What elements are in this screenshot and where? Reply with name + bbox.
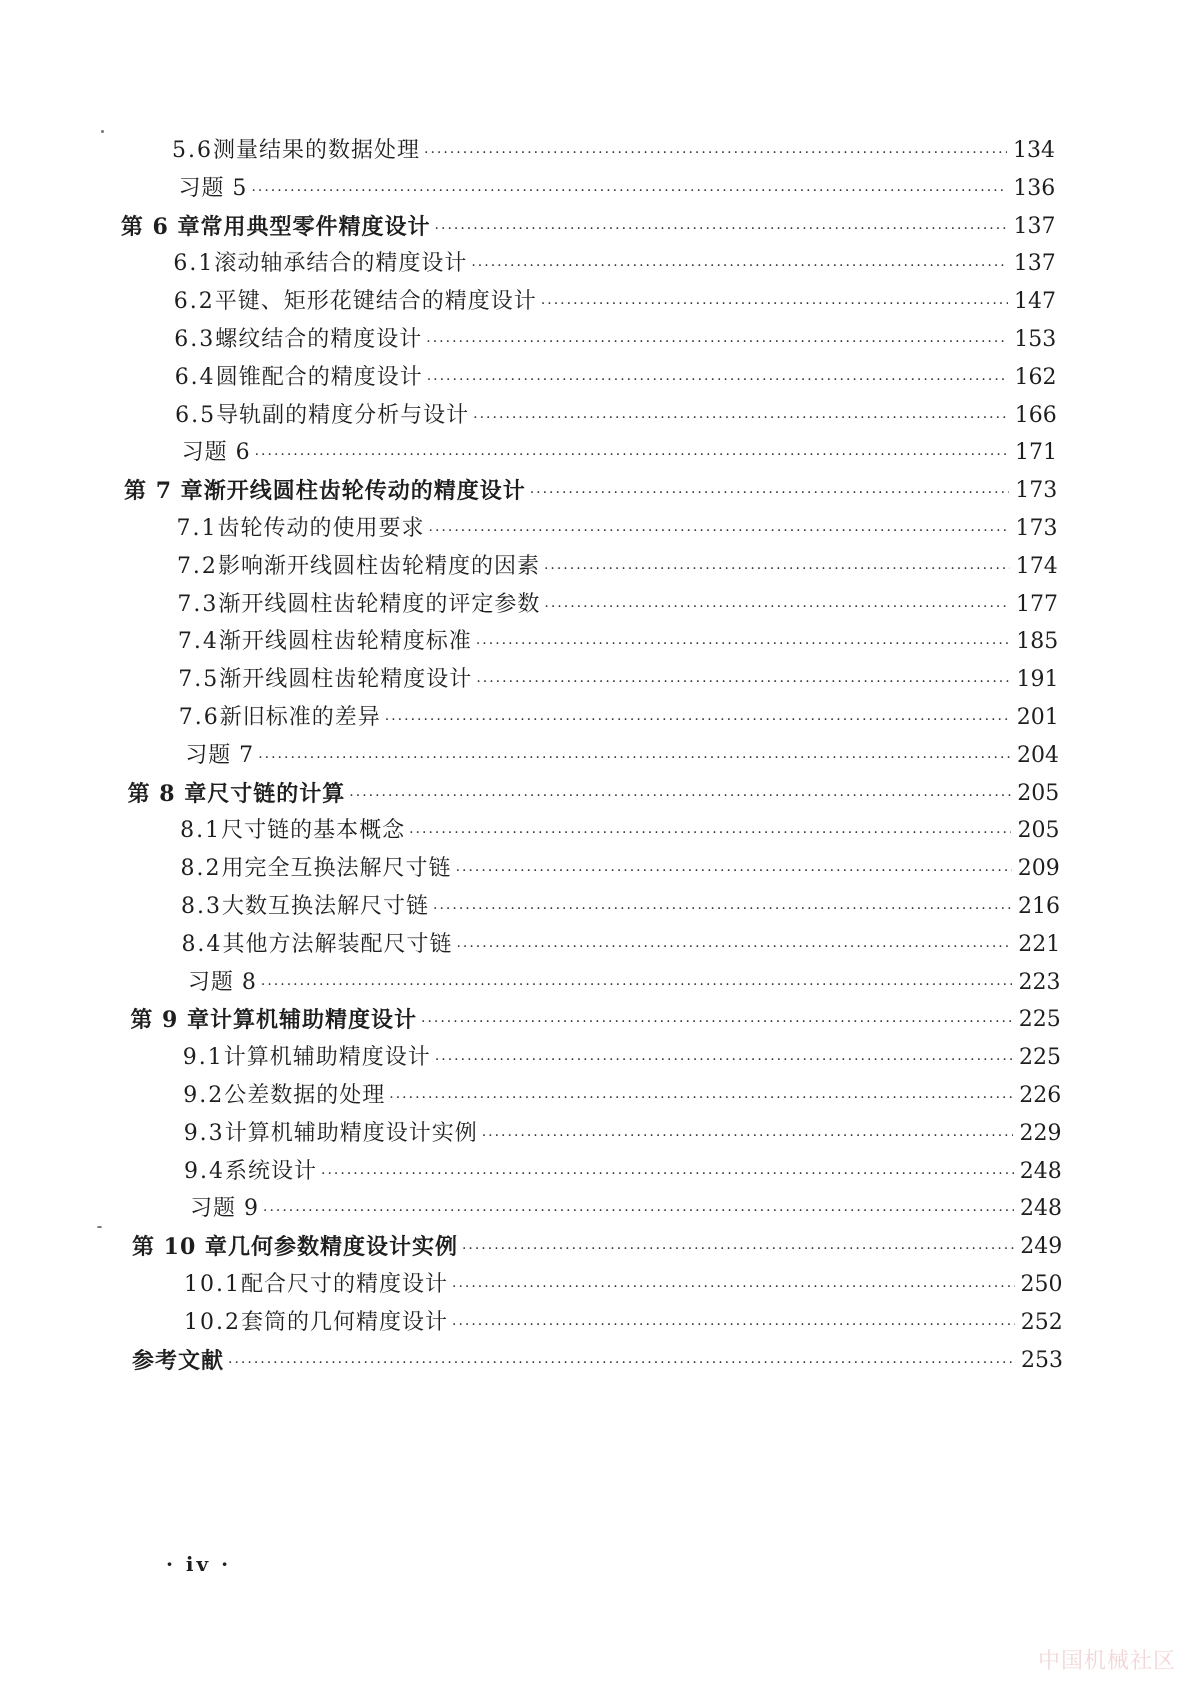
scan-speck	[97, 1226, 102, 1228]
toc-entry-number: 第 6 章	[120, 213, 201, 240]
toc-entry-title: 导轨副的精度分析与设计	[216, 402, 470, 428]
toc-entry-page-number: 173	[1015, 478, 1058, 504]
toc-entry-page-number: 225	[1018, 1045, 1061, 1071]
toc-entry-title: 渐开线圆柱齿轮精度的评定参数	[218, 591, 541, 617]
toc-entry-section	[183, 1041, 1061, 1075]
toc-entry-page-number: 250	[1020, 1272, 1063, 1297]
dot-leader	[544, 590, 1010, 624]
toc-entry-exercise	[178, 172, 1055, 206]
dot-leader	[421, 1005, 1013, 1039]
dot-leader	[251, 174, 1007, 208]
toc-entry-page-number: 221	[1018, 931, 1061, 957]
toc-entry-section	[183, 1079, 1061, 1113]
toc-entry-page-number: 201	[1016, 705, 1059, 730]
toc-entry-number: 9.2	[183, 1083, 225, 1108]
toc-entry-number: 6.1	[173, 251, 215, 277]
toc-entry-title: 测量结果的数据处理	[213, 138, 421, 163]
toc-entry-number: 7.1	[176, 516, 218, 541]
toc-entry-section	[180, 814, 1059, 848]
toc-entry-page-number: 137	[1013, 251, 1056, 277]
dot-leader	[258, 741, 1011, 775]
toc-entry-exercise	[188, 966, 1061, 1000]
toc-entry-number: 第 9 章	[130, 1007, 210, 1034]
toc-entry-number: 9.3	[183, 1120, 225, 1146]
toc-entry-section	[181, 890, 1060, 924]
toc-entry-chapter	[124, 474, 1057, 508]
toc-entry-number: 第 8 章	[127, 780, 208, 807]
dot-leader	[426, 325, 1008, 359]
toc-entry-page-number: 248	[1020, 1196, 1062, 1222]
page-number-footer: · iv ·	[166, 1552, 232, 1576]
toc-entry-page-number: 185	[1016, 629, 1059, 655]
toc-entry-title: 系统设计	[225, 1158, 318, 1184]
dot-leader	[476, 665, 1010, 699]
toc-entry-title: 习题 5	[178, 175, 248, 201]
toc-entry-title: 平键、矩形花键结合的精度设计	[214, 289, 537, 315]
toc-entry-number: 5.6	[172, 138, 213, 163]
dot-leader	[424, 136, 1007, 170]
toc-entry-page-number: 147	[1013, 289, 1056, 315]
toc-entry-number: 6.4	[174, 364, 216, 390]
toc-entry-title: 常用典型零件精度设计	[200, 213, 431, 240]
dot-leader	[476, 627, 1010, 661]
dot-leader	[409, 816, 1011, 850]
toc-entry-section	[174, 285, 1056, 319]
toc-entry-exercise	[182, 436, 1057, 470]
toc-entry-chapter	[121, 210, 1056, 244]
toc-entry-section	[184, 1117, 1062, 1151]
dot-leader	[482, 1119, 1014, 1153]
toc-entry-number: 6.2	[173, 289, 215, 315]
toc-entry-title: 影响渐开线圆柱齿轮精度的因素	[217, 553, 540, 579]
toc-entry-title: 几何参数精度设计实例	[227, 1234, 458, 1261]
toc-entry-page-number: 225	[1018, 1007, 1061, 1033]
toc-entry-number: 8.2	[180, 856, 222, 882]
dot-leader	[228, 1346, 1015, 1380]
toc-entry-number: 7.3	[177, 591, 219, 617]
toc-entry-title: 习题 8	[187, 969, 257, 995]
toc-entry-section	[175, 361, 1057, 395]
toc-entry-number: 6.3	[174, 327, 216, 352]
toc-entry-title: 新旧标准的差异	[219, 705, 381, 730]
toc-entry-number: 8.1	[180, 818, 222, 844]
toc-entry-section	[177, 512, 1058, 546]
toc-entry-title: 渐开线圆柱齿轮精度标准	[218, 629, 472, 655]
toc-entry-page-number: 134	[1013, 138, 1055, 163]
dot-leader	[427, 363, 1009, 397]
toc-entry-section	[181, 928, 1060, 962]
dot-leader	[261, 968, 1013, 1002]
toc-entry-number: 7.2	[176, 553, 218, 579]
dot-leader	[435, 212, 1008, 246]
toc-entry-number: 6.5	[175, 402, 217, 428]
toc-entry-chapter	[132, 1230, 1062, 1264]
toc-entry-number: 第 10 章	[132, 1234, 228, 1261]
dot-leader	[429, 514, 1010, 548]
toc-entry-section	[181, 852, 1060, 886]
toc-entry-page-number: 162	[1014, 364, 1057, 390]
toc-entry-number: 8.4	[181, 931, 223, 957]
dot-leader	[349, 779, 1011, 813]
toc-entry-section	[173, 247, 1055, 281]
toc-entry-title: 渐开线圆柱齿轮精度设计	[219, 667, 473, 693]
toc-entry-section	[178, 625, 1058, 659]
toc-entry-title: 尺寸链的基本概念	[221, 818, 406, 844]
dot-leader	[462, 1232, 1014, 1266]
toc-entry-page-number: 216	[1018, 894, 1060, 919]
toc-entry-title: 习题 7	[185, 742, 255, 768]
toc-entry-title: 其他方法解装配尺寸链	[222, 931, 453, 957]
toc-entry-section	[172, 134, 1055, 168]
toc-entry-chapter	[132, 1344, 1063, 1378]
toc-entry-page-number: 137	[1013, 213, 1056, 239]
toc-entry-section	[184, 1268, 1063, 1302]
watermark: 中国机械社区	[1037, 1649, 1176, 1674]
toc-entry-exercise	[185, 739, 1059, 773]
toc-entry-section	[179, 701, 1059, 735]
toc-entry-number: 第 7 章	[124, 478, 204, 505]
toc-entry-title: 习题 9	[190, 1196, 259, 1222]
toc-entry-page-number: 229	[1019, 1120, 1062, 1146]
toc-entry-page-number: 173	[1015, 516, 1058, 541]
dot-leader	[321, 1157, 1014, 1191]
dot-leader	[255, 438, 1009, 472]
toc-entry-title: 参考文献	[132, 1347, 225, 1374]
toc-entry-section	[177, 550, 1058, 584]
toc-entry-chapter	[128, 777, 1060, 811]
dot-leader	[263, 1194, 1014, 1228]
toc-entry-number: 7.4	[177, 629, 219, 655]
toc-entry-title: 计算机辅助精度设计	[209, 1007, 417, 1034]
toc-entry-title: 尺寸链的计算	[207, 780, 346, 807]
toc-entry-chapter	[130, 1003, 1060, 1037]
toc-entry-section	[175, 399, 1057, 433]
toc-entry-number: 9.1	[182, 1045, 224, 1071]
toc-entry-title: 渐开线圆柱齿轮传动的精度设计	[203, 478, 526, 505]
toc-entry-title: 大数互换法解尺寸链	[222, 894, 430, 919]
dot-leader	[471, 249, 1007, 283]
dot-leader	[452, 1308, 1015, 1342]
toc-entry-page-number: 252	[1020, 1309, 1063, 1335]
dot-leader	[389, 1081, 1013, 1115]
scan-speck	[101, 130, 104, 133]
toc-entry-number: 7.5	[178, 667, 220, 693]
toc-entry-title: 习题 6	[181, 440, 251, 466]
dot-leader	[530, 476, 1010, 510]
toc-entry-page-number: 209	[1017, 856, 1060, 882]
toc-entry-title: 计算机辅助精度设计	[223, 1045, 431, 1071]
toc-entry-page-number: 166	[1014, 402, 1057, 428]
dot-leader	[385, 703, 1011, 737]
toc-entry-title: 用完全互换法解尺寸链	[221, 856, 452, 882]
dot-leader	[435, 1043, 1013, 1077]
dot-leader	[541, 287, 1008, 321]
toc-entry-number: 8.3	[181, 894, 222, 919]
toc-entry-exercise	[190, 1192, 1062, 1226]
toc-entry-title: 配合尺寸的精度设计	[240, 1272, 448, 1297]
dot-leader	[456, 854, 1012, 888]
toc-entry-page-number: 248	[1019, 1158, 1062, 1184]
dot-leader	[544, 552, 1010, 586]
toc-entry-section	[178, 663, 1058, 697]
toc-entry-section	[184, 1306, 1063, 1340]
toc-entry-page-number: 226	[1019, 1083, 1062, 1108]
dot-leader	[473, 401, 1009, 435]
toc-entry-section	[174, 323, 1056, 357]
toc-entry-title: 套筒的几何精度设计	[240, 1309, 448, 1335]
toc-entry-page-number: 177	[1015, 591, 1058, 617]
toc-entry-page-number: 205	[1017, 780, 1060, 806]
toc-entry-page-number: 223	[1018, 969, 1061, 995]
toc-entry-number: 10.2	[184, 1309, 241, 1335]
dot-leader	[456, 930, 1012, 964]
toc-entry-number: 10.1	[184, 1272, 241, 1297]
toc-entry-section	[177, 588, 1058, 622]
toc-entry-title: 公差数据的处理	[224, 1083, 386, 1108]
dot-leader	[433, 892, 1012, 926]
toc-entry-title: 齿轮传动的使用要求	[217, 516, 425, 541]
toc-entry-section	[184, 1155, 1062, 1189]
toc-entry-page-number: 174	[1015, 553, 1058, 579]
toc-entry-title: 圆锥配合的精度设计	[215, 364, 423, 390]
toc-entry-page-number: 249	[1020, 1234, 1063, 1260]
toc-entry-page-number: 253	[1021, 1347, 1063, 1373]
toc-entry-page-number: 153	[1014, 327, 1057, 352]
toc-entry-page-number: 191	[1016, 667, 1059, 693]
toc-entry-page-number: 204	[1016, 742, 1059, 768]
toc-entry-page-number: 205	[1017, 818, 1060, 844]
toc-entry-number: 9.4	[184, 1158, 225, 1184]
toc-entry-title: 滚动轴承结合的精度设计	[214, 251, 468, 277]
toc-entry-title: 计算机辅助精度设计实例	[224, 1120, 478, 1146]
toc-entry-page-number: 136	[1013, 175, 1056, 201]
toc-entry-title: 螺纹结合的精度设计	[215, 327, 423, 352]
toc-entry-page-number: 171	[1014, 440, 1057, 466]
dot-leader	[452, 1270, 1015, 1304]
toc-entry-number: 7.6	[178, 705, 220, 730]
